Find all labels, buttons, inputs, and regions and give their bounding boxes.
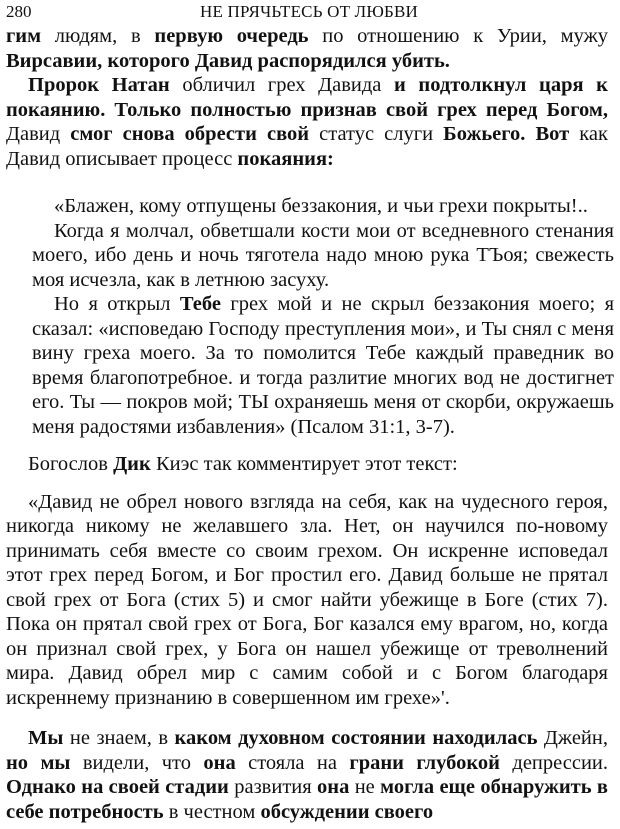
- text-span: Джейн,: [537, 727, 608, 749]
- text-span: депрессии.: [499, 751, 609, 774]
- text-span: в честном: [163, 800, 261, 823]
- text-span: Богослов: [28, 453, 114, 475]
- text-span: Однако на своей стадии: [6, 776, 229, 798]
- text-span: стояла на: [235, 751, 350, 774]
- text-span: смог снова обрести свой: [70, 123, 310, 145]
- text-span: по отношению к Урии, мужу: [308, 25, 608, 47]
- text-span: не: [349, 776, 381, 798]
- text-span: видели, что: [70, 751, 204, 774]
- text-span: грех мой и не скрыл беззакония моего; я сказал: «исповедаю Господу преступления мои», и Ты снял с меня вину греха моего. За то помолится Тебе каждый праведник во время благопотребное. и тогда разлитие многих вод не достигнет его. Ты — покров мой; ТЫ охраняешь меня от скорби, окружаешь меня радостями избавления» (Псалом 31:1, 3-7).: [32, 293, 614, 438]
- text-span: гим: [6, 25, 42, 47]
- text-span: Но я открыл: [54, 293, 180, 315]
- text-span: Божьего. Вот: [443, 123, 570, 145]
- text-span: покаяния:: [237, 147, 334, 170]
- running-title: НЕ ПРЯЧЬТЕСЬ ОТ ЛЮБВИ: [199, 2, 419, 21]
- spacer: [6, 710, 608, 726]
- text-span: как Давид описывает процесс: [6, 123, 608, 170]
- quote-paragraph: Когда я молчал, обветшали кости мои от вседневного стенания моего, ибо день и ночь тяготела надо мною рука ТЪоя; свежесть моя исчезла, как в летнюю засуху.: [32, 219, 614, 291]
- text-span: Давид: [6, 123, 71, 145]
- psalm-quote: [32, 194, 614, 439]
- page-number: 280: [6, 2, 32, 21]
- text-span: обличил грех Давида: [169, 74, 395, 96]
- text-span: грани глубокой: [349, 751, 500, 774]
- page-body: [6, 24, 614, 824]
- text-span: первую очередь: [154, 25, 309, 47]
- text-span: каком духовном состоянии находилась: [174, 727, 538, 749]
- text-span: и подтолкнул царя к покаянию. Только полностью признав свой грех перед Богом,: [6, 74, 608, 121]
- page-header: [6, 2, 612, 22]
- spacer: [6, 171, 608, 194]
- text-span: статус слуги: [309, 123, 444, 145]
- text-span: Дик: [113, 453, 151, 475]
- intro-line: [6, 452, 608, 477]
- text-span: но мы: [6, 751, 71, 774]
- text-span: развития: [228, 776, 318, 798]
- text-span: Вирсавии, которого Давид распорядился убить.: [6, 49, 450, 72]
- text-span: не знаем, в: [63, 727, 175, 749]
- text-span: обсуждении своего: [260, 800, 434, 823]
- text-span: могла еще обнаружить в себе потребность: [6, 776, 608, 823]
- quote-paragraph: [32, 292, 614, 439]
- text-span: она: [317, 776, 350, 798]
- text-span: Тебе: [179, 293, 221, 315]
- paragraph-3: [6, 726, 608, 824]
- paragraph-1: [6, 24, 608, 73]
- keyes-quote: «Давид не обрел нового взгляда на себя, как на чудесного героя, никогда никому не желавшего зла. Нет, он научился по-новому принимать себя вместе со своим грехом. Он искренне исповедал этот грех перед Богом, и Бог простил его. Давид больше не прятал свой грех от Бога (стих 5) и смог найти убежище в Боге (стих 7). Пока он прятал свой грех от Бога, Бог казался ему врагом, но, когда он признал свой грех, у Бога он нашел убежище от треволнений мира. Давид обрел мир с самим собой и с Богом благодаря искреннему признанию в совершенном им грехе»'.: [6, 490, 608, 709]
- spacer: [6, 439, 608, 452]
- text-span: она: [203, 751, 236, 774]
- text-span: Пророк Натан: [28, 74, 170, 96]
- quote-line: «Блажен, кому отпущены беззакония, и чьи грехи покрыты!..: [54, 195, 588, 217]
- text-span: людям, в: [41, 25, 155, 47]
- text-span: Мы: [28, 727, 64, 749]
- paragraph-2: [6, 73, 608, 171]
- text-span: Киэс так комментирует этот текст:: [150, 453, 458, 475]
- spacer: [6, 477, 608, 490]
